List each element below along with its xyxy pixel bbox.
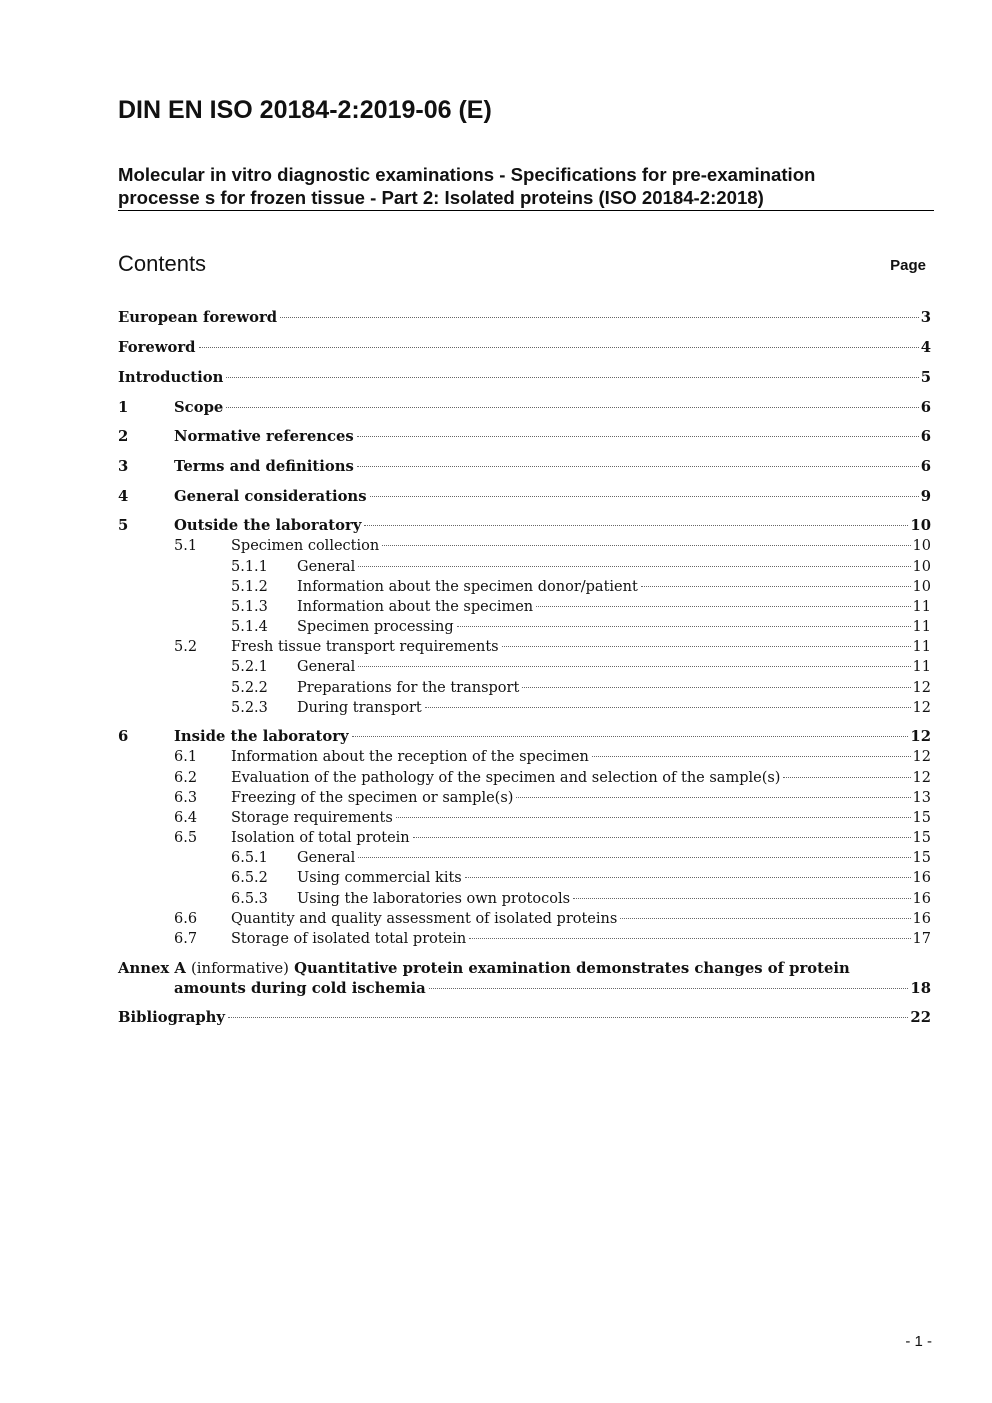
toc-entry-number: 6.2 — [174, 770, 198, 786]
dot-leader — [382, 545, 910, 546]
toc-entry[interactable] — [118, 427, 931, 447]
annex-a-line-1 — [118, 959, 850, 979]
toc-entry-number: 6.5.2 — [231, 870, 268, 886]
toc-entry-number: 6.3 — [174, 790, 198, 806]
toc-entry-page: 12 — [912, 680, 931, 696]
dot-leader — [536, 606, 910, 607]
toc-entry-page: 11 — [912, 639, 931, 655]
toc-entry-bibliography[interactable] — [118, 1008, 931, 1028]
toc-entry-title: Using commercial kits — [297, 870, 462, 886]
dot-leader — [199, 347, 919, 348]
toc-entry-page: 11 — [912, 599, 931, 615]
toc-entry[interactable] — [118, 788, 931, 808]
toc-entry-page: 10 — [912, 538, 931, 554]
toc-entry-title: Evaluation of the pathology of the specimen and selection of the sample(s) — [231, 770, 781, 786]
dot-leader — [469, 938, 910, 939]
dot-leader — [358, 666, 910, 667]
dot-leader — [465, 877, 911, 878]
toc-entry-title: Storage of isolated total protein — [231, 931, 467, 947]
toc-entry-title: Terms and definitions — [174, 458, 354, 475]
toc-entry-title: General — [297, 850, 356, 866]
annex-page: 18 — [910, 980, 931, 997]
toc-entry-title: Preparations for the transport — [297, 680, 520, 696]
toc-entry-page: 10 — [912, 559, 931, 575]
toc-entry-page: 15 — [912, 810, 931, 826]
toc-entry-number: 5.2 — [174, 639, 198, 655]
toc-entry[interactable] — [118, 617, 931, 637]
annex-title-line-1: Quantitative protein examination demonstrates changes of protein — [294, 960, 850, 977]
toc-entry-number: 1 — [118, 399, 129, 416]
toc-entry[interactable] — [118, 868, 931, 888]
dot-leader — [425, 707, 911, 708]
toc-entry-number: 5.2.1 — [231, 659, 268, 675]
toc-entry[interactable] — [118, 308, 931, 328]
subtitle-line-2: processe s for frozen tissue - Part 2: Isolated proteins (ISO 20184-2:2018) — [118, 187, 764, 208]
toc-entry-number: 5.1.4 — [231, 619, 268, 635]
toc-entry-number: 6 — [118, 728, 129, 745]
dot-leader — [620, 918, 910, 919]
toc-entry-title: Specimen collection — [231, 538, 380, 554]
toc-entry-title: Specimen processing — [297, 619, 454, 635]
dot-leader — [516, 797, 910, 798]
toc-entry-number: 3 — [118, 458, 129, 475]
toc-entry-number: 6.7 — [174, 931, 198, 947]
toc-entry-number: 6.6 — [174, 911, 198, 927]
toc-entry[interactable] — [118, 808, 931, 828]
dot-leader — [357, 466, 919, 467]
toc-entry-title: Scope — [174, 399, 224, 416]
dot-leader — [429, 988, 909, 989]
toc-entry-page: 11 — [912, 659, 931, 675]
toc-entry[interactable] — [118, 597, 931, 617]
toc-entry-number: 5.1.2 — [231, 579, 268, 595]
toc-entry[interactable] — [118, 678, 931, 698]
toc-entry-number: 5 — [118, 517, 129, 534]
page-column-label: Page — [890, 257, 926, 274]
toc-entry-number: 5.2.2 — [231, 680, 268, 696]
toc-entry[interactable] — [118, 828, 931, 848]
toc-entry-number: 6.1 — [174, 749, 198, 765]
toc-entry-page: 12 — [910, 728, 931, 745]
toc-entry[interactable] — [118, 747, 931, 767]
toc-entry-title: Outside the laboratory — [174, 517, 362, 534]
dot-leader — [228, 1017, 908, 1018]
toc-entry-number: 4 — [118, 488, 129, 505]
toc-entry-title: During transport — [297, 700, 422, 716]
toc-entry-page: 10 — [912, 579, 931, 595]
toc-entry-title: Fresh tissue transport requirements — [231, 639, 499, 655]
bibliography-title: Bibliography — [118, 1009, 226, 1026]
toc-entry-page: 6 — [920, 428, 931, 445]
toc-entry[interactable] — [118, 398, 931, 418]
toc-entry-number: 5.1 — [174, 538, 198, 554]
dot-leader — [357, 436, 919, 437]
toc-entry-title: Storage requirements — [231, 810, 393, 826]
dot-leader — [502, 646, 911, 647]
toc-entry-number: 5.1.1 — [231, 559, 268, 575]
toc-entry[interactable] — [118, 338, 931, 358]
footer-page-number: - 1 - — [905, 1333, 932, 1350]
dot-leader — [396, 817, 911, 818]
toc-entry-title: General — [297, 559, 356, 575]
toc-entry-number: 2 — [118, 428, 129, 445]
toc-entry-number: 5.1.3 — [231, 599, 268, 615]
toc-entry-title: Information about the reception of the specimen — [231, 749, 589, 765]
toc-entry-title: European foreword — [118, 309, 278, 326]
dot-leader — [457, 626, 911, 627]
toc-entry-page: 13 — [912, 790, 931, 806]
toc-entry[interactable] — [118, 909, 931, 929]
toc-entry-page: 16 — [912, 891, 931, 907]
toc-entry[interactable] — [118, 657, 931, 677]
toc-entry[interactable] — [118, 768, 931, 788]
toc-entry[interactable] — [118, 848, 931, 868]
toc-entry-page: 6 — [920, 458, 931, 475]
toc-entry-number: 5.2.3 — [231, 700, 268, 716]
toc-entry-title: Isolation of total protein — [231, 830, 410, 846]
toc-entry-title: Information about the specimen — [297, 599, 534, 615]
toc-entry-page: 17 — [912, 931, 931, 947]
toc-entry[interactable] — [118, 557, 931, 577]
dot-leader — [280, 317, 919, 318]
toc-entry-page: 4 — [920, 339, 931, 356]
toc-entry-title: Using the laboratories own protocols — [297, 891, 571, 907]
toc-entry[interactable] — [118, 536, 931, 556]
toc-entry[interactable] — [118, 577, 931, 597]
dot-leader — [592, 756, 911, 757]
toc-entry[interactable] — [118, 929, 931, 949]
toc-entry-number: 6.5 — [174, 830, 198, 846]
toc-entry[interactable] — [118, 727, 931, 747]
toc-entry-title: Information about the specimen donor/patient — [297, 579, 638, 595]
toc-entry-page: 12 — [912, 770, 931, 786]
toc-entry-page: 15 — [912, 830, 931, 846]
dot-leader — [641, 586, 911, 587]
toc-entry-page: 5 — [920, 369, 931, 386]
toc-entry-title: Introduction — [118, 369, 224, 386]
dot-leader — [358, 857, 910, 858]
toc-entry[interactable] — [118, 637, 931, 657]
dot-leader — [783, 777, 910, 778]
toc-entry-annex-a[interactable] — [118, 979, 931, 999]
toc-entry-title: Freezing of the specimen or sample(s) — [231, 790, 514, 806]
toc-entry-title: General considerations — [174, 488, 367, 505]
annex-prefix: Annex A — [118, 960, 186, 977]
toc-entry-page: 10 — [910, 517, 931, 534]
toc-entry[interactable] — [118, 487, 931, 507]
dot-leader — [352, 736, 909, 737]
toc-entry[interactable] — [118, 457, 931, 477]
subtitle-line-1: Molecular in vitro diagnostic examinations - Specifications for pre-examination — [118, 164, 816, 185]
document-subtitle — [118, 163, 934, 211]
toc-entry-page: 15 — [912, 850, 931, 866]
dot-leader — [573, 898, 911, 899]
toc-entry-number: 6.5.3 — [231, 891, 268, 907]
toc-entry-title: General — [297, 659, 356, 675]
toc-entry-page: 6 — [920, 399, 931, 416]
dot-leader — [358, 566, 910, 567]
toc-entry-title: Inside the laboratory — [174, 728, 349, 745]
dot-leader — [226, 407, 918, 408]
toc-entry[interactable] — [118, 368, 931, 388]
bibliography-page: 22 — [910, 1009, 931, 1026]
contents-heading: Contents — [118, 251, 207, 276]
document-title: DIN EN ISO 20184-2:2019-06 (E) — [118, 96, 492, 124]
toc-entry-page: 16 — [912, 870, 931, 886]
dot-leader — [370, 496, 919, 497]
toc-entry[interactable] — [118, 889, 931, 909]
toc-entry-number: 6.4 — [174, 810, 198, 826]
toc-entry[interactable] — [118, 516, 931, 536]
toc-entry-title: Normative references — [174, 428, 354, 445]
annex-informative: (informative) — [191, 960, 289, 977]
annex-title-line-2: amounts during cold ischemia — [174, 980, 426, 997]
dot-leader — [226, 377, 918, 378]
dot-leader — [364, 525, 908, 526]
toc-entry-page: 12 — [912, 749, 931, 765]
toc-entry-number: 6.5.1 — [231, 850, 268, 866]
toc-entry-page: 16 — [912, 911, 931, 927]
dot-leader — [522, 687, 910, 688]
toc-entry-title: Foreword — [118, 339, 196, 356]
toc-entry[interactable] — [118, 698, 931, 718]
dot-leader — [413, 837, 911, 838]
toc-entry-title: Quantity and quality assessment of isolated proteins — [231, 911, 618, 927]
toc-entry-page: 3 — [920, 309, 931, 326]
toc-entry-page: 11 — [912, 619, 931, 635]
toc-entry-page: 12 — [912, 700, 931, 716]
toc-entry-page: 9 — [920, 488, 931, 505]
